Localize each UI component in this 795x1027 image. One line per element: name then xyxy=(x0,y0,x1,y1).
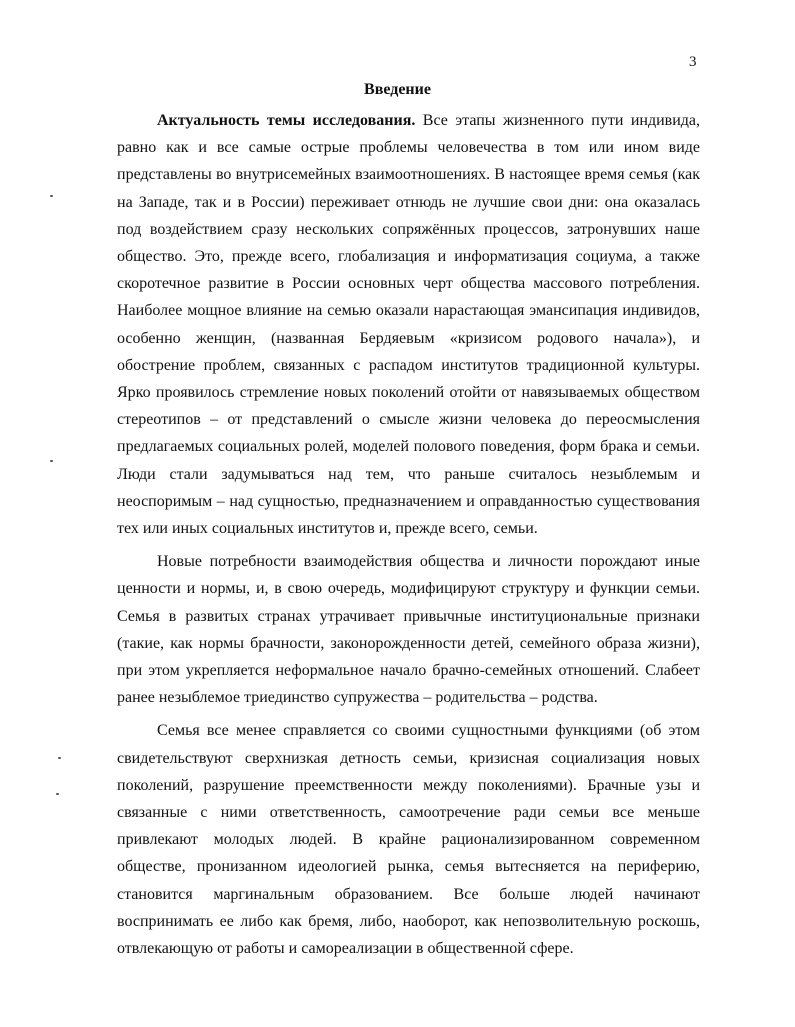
scan-speck xyxy=(50,460,53,462)
paragraph-lead: Актуальность темы исследования. xyxy=(157,112,416,129)
paragraph-1 xyxy=(117,107,700,542)
body-text xyxy=(117,107,700,962)
scan-speck xyxy=(58,757,61,759)
scan-speck xyxy=(56,793,59,795)
paragraph-2: Новые потребности взаимодействия общества и личности порождают иные ценности и нормы, и, в свою очередь, модифицируют структуру и функции семьи. Семья в развитых странах утрачивает привычные институциональные признаки (такие, как нормы брачности, законорожденности детей, семейного образа жизни), при этом укрепляется неформальное начало брачно-семейных отношений. Слабеет ранее незыблемое триединство супружества – родительства – родства. xyxy=(117,553,700,707)
paragraph-3: Семья все менее справляется со своими сущностными функциями (об этом свидетельствуют сверхнизкая детность семьи, кризисная социализация новых поколений, разрушение преемственности между поколениями). Брачные узы и связанные с ними ответственность, самоотречение ради семьи все меньше привлекают молодых людей. В крайне рационализированном современном обществе, пронизанном идеологией рынка, семья вытесняется на периферию, становится маргинальным образованием. Все больше людей начинают воспринимать ее либо как бремя, либо, наоборот, как непозволительную роскошь, отвлекающую от работы и самореализации в общественной сфере. xyxy=(117,722,700,958)
paragraph-text: Все этапы жизненного пути индивида, равно как и все самые острые проблемы человечества в том или ином виде представлены во внутрисемейных взаимоотношениях. В настоящее время семья (как на Западе, так и в России) переживает отнюдь не лучшие свои дни: она оказалась под воздействием сразу нескольких сопряжённых процессов, затронувших наше общество. Это, прежде всего, глобализация и информатизация социума, а также скоротечное развитие в России основных черт общества массового потребления. Наиболее мощное влияние на семью оказали нарастающая эмансипация индивидов, особенно женщин, (названная Бердяевым «кризисом родового начала»), и обострение проблем, связанных с распадом институтов традиционной культуры. Ярко проявилось стремление новых поколений отойти от навязываемых обществом стереотипов – от представлений о смысле жизни человека до переосмысления предлагаемых социальных ролей, моделей полового поведения, форм брака и семьи. Люди стали задумываться над тем, что раньше считалось незыблемым и неоспоримым – над сущностью, предназначением и оправданностью существования тех или иных социальных институтов и, прежде всего, семьи. xyxy=(117,112,701,538)
section-heading: Введение xyxy=(364,81,431,98)
scan-speck xyxy=(50,195,53,197)
page-number: 3 xyxy=(689,54,697,70)
